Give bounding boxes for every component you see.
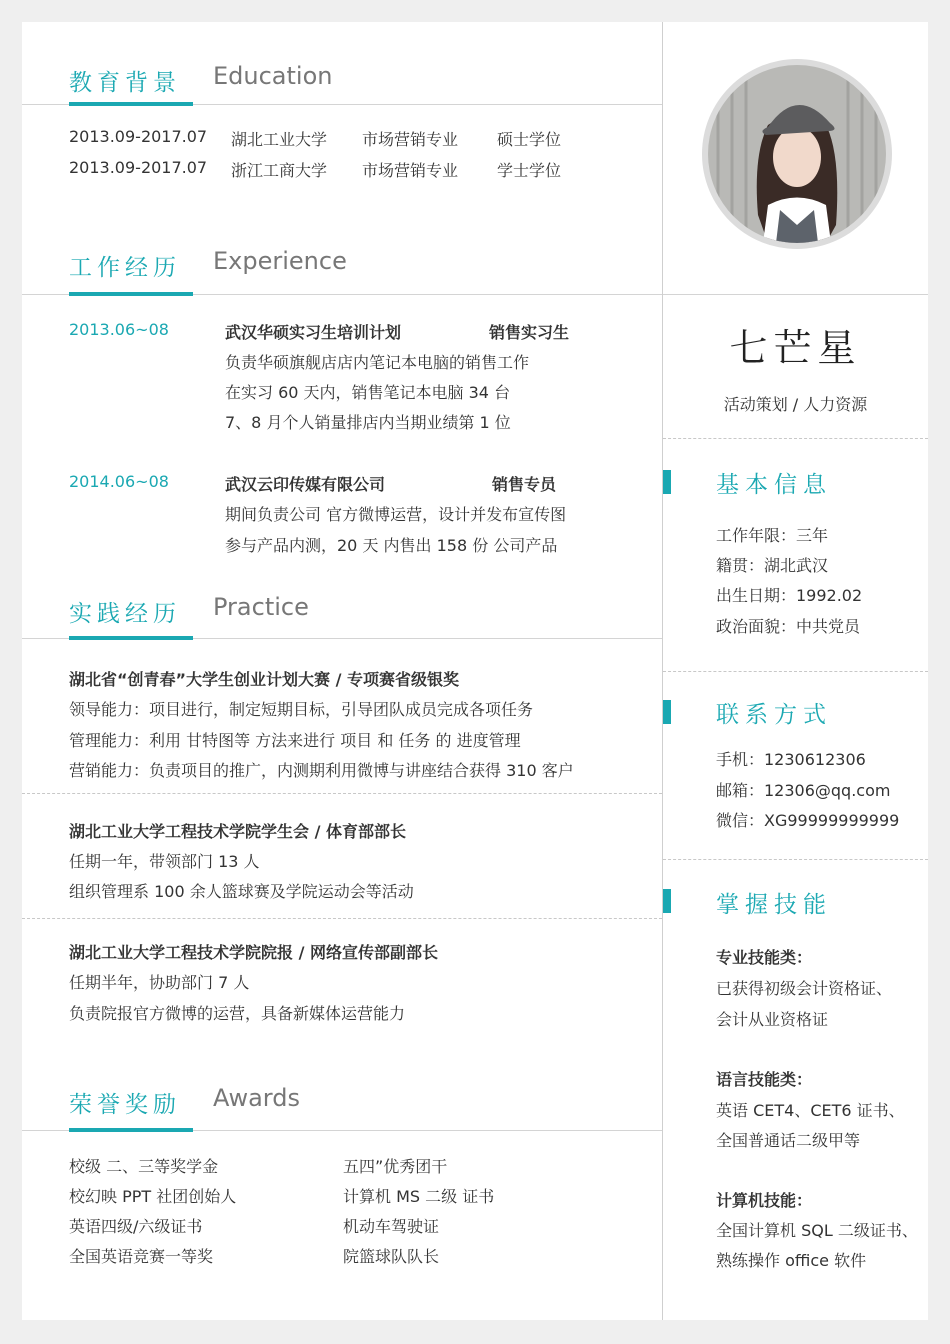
edu-major: 市场营销专业 [362,161,459,180]
practice-heading: 湖北工业大学工程技术学院学生会 / 体育部部长 [69,822,406,841]
exp-line: 7、8 月个人销量排店内当期业绩第 1 位 [225,413,511,432]
exp-role: 销售实习生 [489,323,570,342]
section-accent-bar [69,1128,193,1132]
skill-line: 英语 CET4、CET6 证书、 [716,1101,905,1120]
section-accent-bar [69,636,193,640]
award-item: 计算机 MS 二级 证书 [343,1187,495,1206]
practice-title-zh: 实践经历 [69,601,181,627]
skill-heading: 语言技能类： [716,1070,813,1089]
awards-title-zh: 荣誉奖励 [69,1092,181,1118]
profile-subtitle: 活动策划 / 人力资源 [723,395,868,414]
award-item: 校级 二、三等奖学金 [69,1157,219,1176]
exp-line: 期间负责公司 官方微博运营，设计并发布宣传图 [225,505,567,524]
practice-line: 管理能力：利用 甘特图等 方法来进行 项目 和 任务 的 进度管理 [69,731,521,750]
section-accent-bar [69,292,193,296]
basic-info-title: 基本信息 [716,472,832,498]
skill-line: 全国普通话二级甲等 [716,1131,861,1150]
contact-phone: 手机：1230612306 [716,750,866,769]
avatar [708,65,886,243]
award-item: 机动车驾驶证 [343,1217,440,1236]
award-item: 五四”优秀团干 [343,1157,448,1176]
skill-line: 熟练操作 office 软件 [716,1251,867,1270]
exp-period: 2014.06~08 [69,472,169,491]
exp-role: 销售专员 [492,475,557,494]
award-item: 院篮球队队长 [343,1247,440,1266]
practice-line: 组织管理系 100 余人篮球赛及学院运动会等活动 [69,882,414,901]
practice-line: 营销能力：负责项目的推广，内测期利用微博与讲座结合获得 310 客户 [69,761,574,780]
exp-line: 在实习 60 天内，销售笔记本电脑 34 台 [225,383,511,402]
edu-period: 2013.09-2017.07 [69,158,208,177]
section-accent-bar [69,102,193,106]
basic-info-line: 工作年限：三年 [716,526,829,545]
edu-school: 湖北工业大学 [231,130,328,149]
edu-degree: 学士学位 [497,161,562,180]
contact-title: 联系方式 [716,702,832,728]
edu-period: 2013.09-2017.07 [69,127,208,146]
education-title-zh: 教育背景 [69,70,181,96]
contact-email: 邮箱：12306@qq.com [716,781,891,800]
exp-company: 武汉华硕实习生培训计划 [225,323,402,342]
edu-school: 浙江工商大学 [231,161,328,180]
section-marker [663,889,671,913]
award-item: 英语四级/六级证书 [69,1217,203,1236]
practice-heading: 湖北工业大学工程技术学院院报 / 网络宣传部副部长 [69,943,438,962]
award-item: 全国英语竞赛一等奖 [69,1247,214,1266]
practice-divider [22,918,662,919]
experience-title-zh: 工作经历 [69,255,181,281]
skill-heading: 计算机技能： [716,1191,813,1210]
right-divider [663,671,928,672]
exp-company: 武汉云印传媒有限公司 [225,475,386,494]
basic-info-line: 籍贯：湖北武汉 [716,556,829,575]
edu-major: 市场营销专业 [362,130,459,149]
practice-title-en: Practice [213,593,309,621]
section-marker [663,470,671,494]
practice-line: 任期半年，协助部门 7 人 [69,973,250,992]
skill-line: 全国计算机 SQL 二级证书、 [716,1221,918,1240]
experience-title-en: Experience [213,247,347,275]
practice-line: 负责院报官方微博的运营，具备新媒体运营能力 [69,1004,406,1023]
edu-degree: 硕士学位 [497,130,562,149]
skill-line: 已获得初级会计资格证、 [716,979,893,998]
basic-info-line: 政治面貌：中共党员 [716,617,861,636]
practice-line: 任期一年，带领部门 13 人 [69,852,260,871]
skill-line: 会计从业资格证 [716,1010,829,1029]
basic-info-line: 出生日期：1992.02 [716,586,863,605]
contact-wechat: 微信：XG99999999999 [716,811,900,830]
education-title-en: Education [213,62,333,90]
exp-period: 2013.06~08 [69,320,169,339]
resume-page [22,22,928,1320]
section-marker [663,700,671,724]
profile-rule [663,294,928,295]
right-divider [663,438,928,439]
skill-heading: 专业技能类： [716,948,813,967]
practice-line: 领导能力：项目进行，制定短期目标，引导团队成员完成各项任务 [69,700,534,719]
exp-line: 参与产品内测，20 天 内售出 158 份 公司产品 [225,536,558,555]
award-item: 校幻映 PPT 社团创始人 [69,1187,237,1206]
right-divider [663,859,928,860]
skills-title: 掌握技能 [716,892,832,918]
awards-title-en: Awards [213,1084,300,1112]
exp-line: 负责华硕旗舰店店内笔记本电脑的销售工作 [225,353,530,372]
profile-name: 七芒星 [729,326,862,370]
practice-heading: 湖北省“创青春”大学生创业计划大赛 / 专项赛省级银奖 [69,670,460,689]
practice-divider [22,793,662,794]
